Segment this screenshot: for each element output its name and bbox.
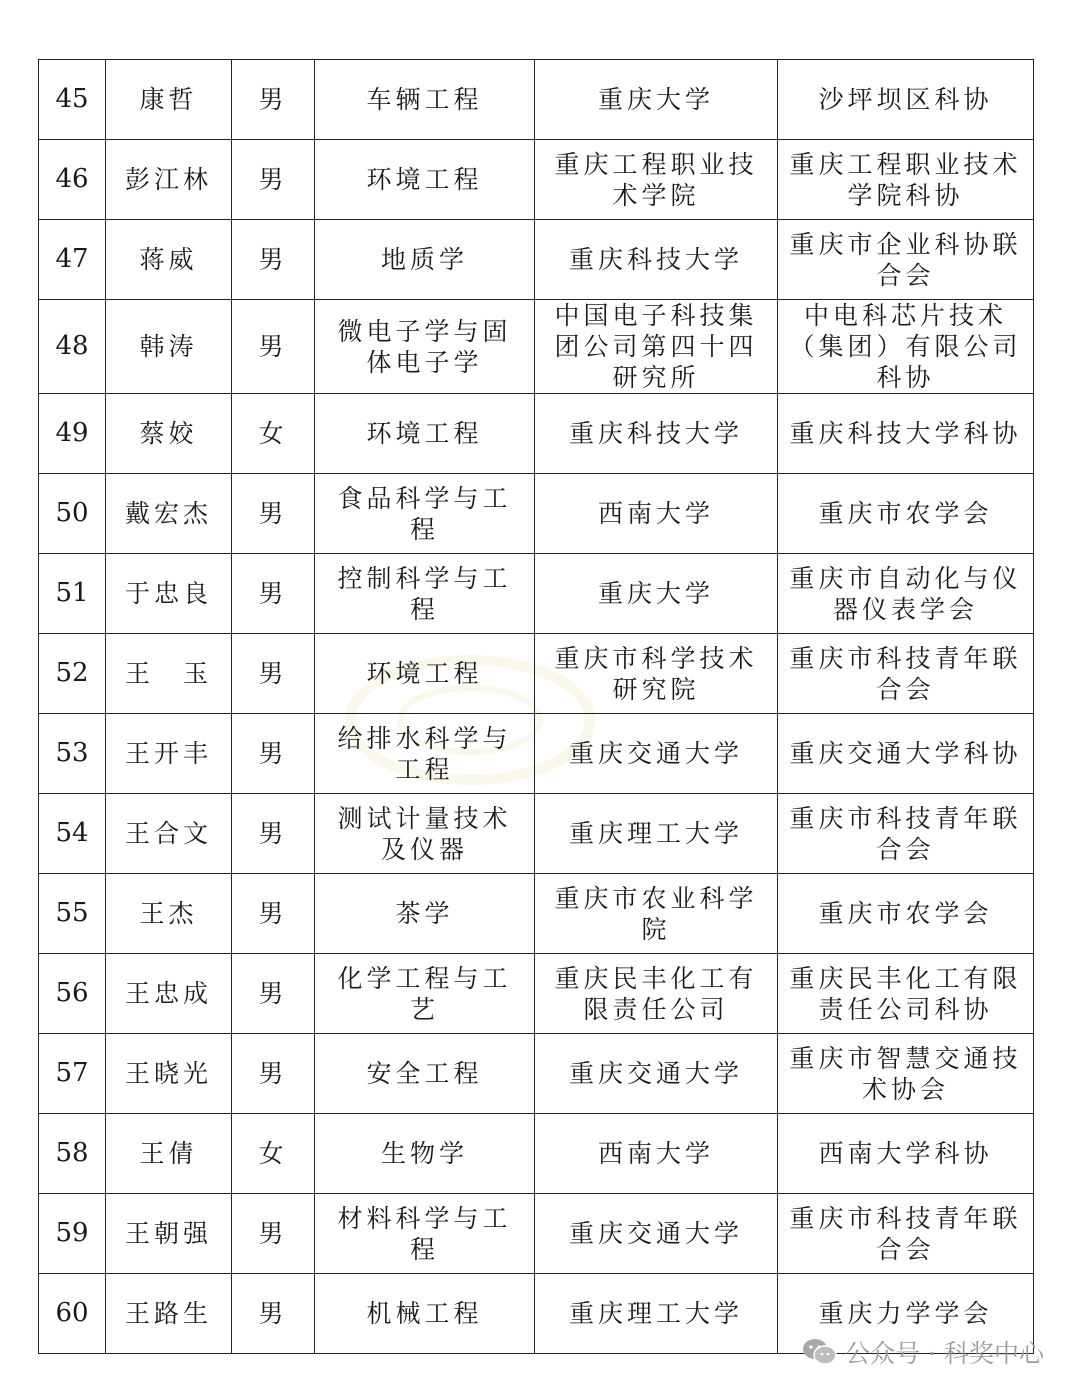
major-cell: 茶学 <box>315 874 535 954</box>
num-cell: 56 <box>39 954 106 1034</box>
unit-cell: 重庆大学 <box>535 60 778 140</box>
unit-cell: 重庆市农业科学院 <box>535 874 778 954</box>
name-cell: 康哲 <box>106 60 232 140</box>
sex-cell: 男 <box>232 1034 315 1114</box>
num-cell: 49 <box>39 394 106 474</box>
sex-cell: 男 <box>232 60 315 140</box>
num-cell: 57 <box>39 1034 106 1114</box>
name-cell: 王开丰 <box>106 714 232 794</box>
table-row <box>39 1194 1034 1274</box>
recommender-cell: 西南大学科协 <box>778 1114 1034 1194</box>
num-cell: 52 <box>39 634 106 714</box>
major-cell: 控制科学与工程 <box>315 554 535 634</box>
sex-cell: 女 <box>232 394 315 474</box>
num-cell: 59 <box>39 1194 106 1274</box>
unit-cell: 重庆工程职业技术学院 <box>535 140 778 220</box>
recommender-cell: 重庆力学学会 <box>778 1274 1034 1354</box>
name-cell: 王 玉 <box>106 634 232 714</box>
unit-cell: 重庆大学 <box>535 554 778 634</box>
name-cell: 王朝强 <box>106 1194 232 1274</box>
unit-cell: 重庆交通大学 <box>535 1034 778 1114</box>
major-cell: 环境工程 <box>315 394 535 474</box>
recommender-cell: 重庆市自动化与仪器仪表学会 <box>778 554 1034 634</box>
table-body <box>39 60 1034 1354</box>
unit-cell: 重庆交通大学 <box>535 1194 778 1274</box>
wechat-icon <box>801 1337 837 1367</box>
num-cell: 50 <box>39 474 106 554</box>
sex-cell: 男 <box>232 1194 315 1274</box>
name-cell: 王晓光 <box>106 1034 232 1114</box>
num-cell: 48 <box>39 300 106 394</box>
watermark <box>801 1334 1044 1370</box>
recommender-cell: 重庆市智慧交通技术协会 <box>778 1034 1034 1114</box>
major-cell: 材料科学与工程 <box>315 1194 535 1274</box>
name-cell: 王路生 <box>106 1274 232 1354</box>
unit-cell: 重庆民丰化工有限责任公司 <box>535 954 778 1034</box>
sex-cell: 女 <box>232 1114 315 1194</box>
major-cell: 生物学 <box>315 1114 535 1194</box>
num-cell: 54 <box>39 794 106 874</box>
unit-cell: 重庆市科学技术研究院 <box>535 634 778 714</box>
table-row <box>39 1034 1034 1114</box>
major-cell: 环境工程 <box>315 140 535 220</box>
table-row <box>39 140 1034 220</box>
sex-cell: 男 <box>232 140 315 220</box>
unit-cell: 西南大学 <box>535 1114 778 1194</box>
table-row <box>39 60 1034 140</box>
major-cell: 安全工程 <box>315 1034 535 1114</box>
unit-cell: 西南大学 <box>535 474 778 554</box>
recommender-cell: 重庆交通大学科协 <box>778 714 1034 794</box>
recommender-cell: 中电科芯片技术（集团）有限公司科协 <box>778 300 1034 394</box>
major-cell: 微电子学与固体电子学 <box>315 300 535 394</box>
num-cell: 45 <box>39 60 106 140</box>
table-row <box>39 874 1034 954</box>
sex-cell: 男 <box>232 954 315 1034</box>
sex-cell: 男 <box>232 714 315 794</box>
name-cell: 蒋威 <box>106 220 232 300</box>
sex-cell: 男 <box>232 300 315 394</box>
table-row <box>39 794 1034 874</box>
table-row <box>39 474 1034 554</box>
name-cell: 王忠成 <box>106 954 232 1034</box>
name-cell: 戴宏杰 <box>106 474 232 554</box>
table-row <box>39 554 1034 634</box>
recommender-cell: 重庆民丰化工有限责任公司科协 <box>778 954 1034 1034</box>
recommender-cell: 重庆科技大学科协 <box>778 394 1034 474</box>
major-cell: 给排水科学与工程 <box>315 714 535 794</box>
major-cell: 测试计量技术及仪器 <box>315 794 535 874</box>
recommender-cell: 重庆市科技青年联合会 <box>778 794 1034 874</box>
major-cell: 机械工程 <box>315 1274 535 1354</box>
sex-cell: 男 <box>232 1274 315 1354</box>
name-cell: 王倩 <box>106 1114 232 1194</box>
num-cell: 46 <box>39 140 106 220</box>
major-cell: 食品科学与工程 <box>315 474 535 554</box>
sex-cell: 男 <box>232 874 315 954</box>
sex-cell: 男 <box>232 474 315 554</box>
sex-cell: 男 <box>232 794 315 874</box>
recommender-cell: 重庆市科技青年联合会 <box>778 1194 1034 1274</box>
unit-cell: 重庆理工大学 <box>535 1274 778 1354</box>
table-row <box>39 954 1034 1034</box>
num-cell: 47 <box>39 220 106 300</box>
unit-cell: 重庆科技大学 <box>535 394 778 474</box>
name-cell: 于忠良 <box>106 554 232 634</box>
recommender-cell: 重庆市科技青年联合会 <box>778 634 1034 714</box>
num-cell: 53 <box>39 714 106 794</box>
unit-cell: 重庆理工大学 <box>535 794 778 874</box>
unit-cell: 中国电子科技集团公司第四十四研究所 <box>535 300 778 394</box>
unit-cell: 重庆交通大学 <box>535 714 778 794</box>
table-row <box>39 220 1034 300</box>
recommender-cell: 重庆工程职业技术学院科协 <box>778 140 1034 220</box>
watermark-text: 公众号 · 科奖中心 <box>845 1339 1044 1368</box>
major-cell: 化学工程与工艺 <box>315 954 535 1034</box>
nominee-table <box>38 59 1034 1354</box>
recommender-cell: 重庆市企业科协联合会 <box>778 220 1034 300</box>
name-cell: 韩涛 <box>106 300 232 394</box>
table-row <box>39 634 1034 714</box>
num-cell: 58 <box>39 1114 106 1194</box>
sex-cell: 男 <box>232 634 315 714</box>
major-cell: 环境工程 <box>315 634 535 714</box>
major-cell: 地质学 <box>315 220 535 300</box>
num-cell: 55 <box>39 874 106 954</box>
name-cell: 王杰 <box>106 874 232 954</box>
name-cell: 王合文 <box>106 794 232 874</box>
table-row <box>39 714 1034 794</box>
num-cell: 51 <box>39 554 106 634</box>
recommender-cell: 重庆市农学会 <box>778 474 1034 554</box>
unit-cell: 重庆科技大学 <box>535 220 778 300</box>
recommender-cell: 沙坪坝区科协 <box>778 60 1034 140</box>
num-cell: 60 <box>39 1274 106 1354</box>
table-row <box>39 300 1034 394</box>
table-row <box>39 394 1034 474</box>
name-cell: 彭江林 <box>106 140 232 220</box>
name-cell: 蔡姣 <box>106 394 232 474</box>
recommender-cell: 重庆市农学会 <box>778 874 1034 954</box>
sex-cell: 男 <box>232 554 315 634</box>
table-row <box>39 1114 1034 1194</box>
major-cell: 车辆工程 <box>315 60 535 140</box>
sex-cell: 男 <box>232 220 315 300</box>
